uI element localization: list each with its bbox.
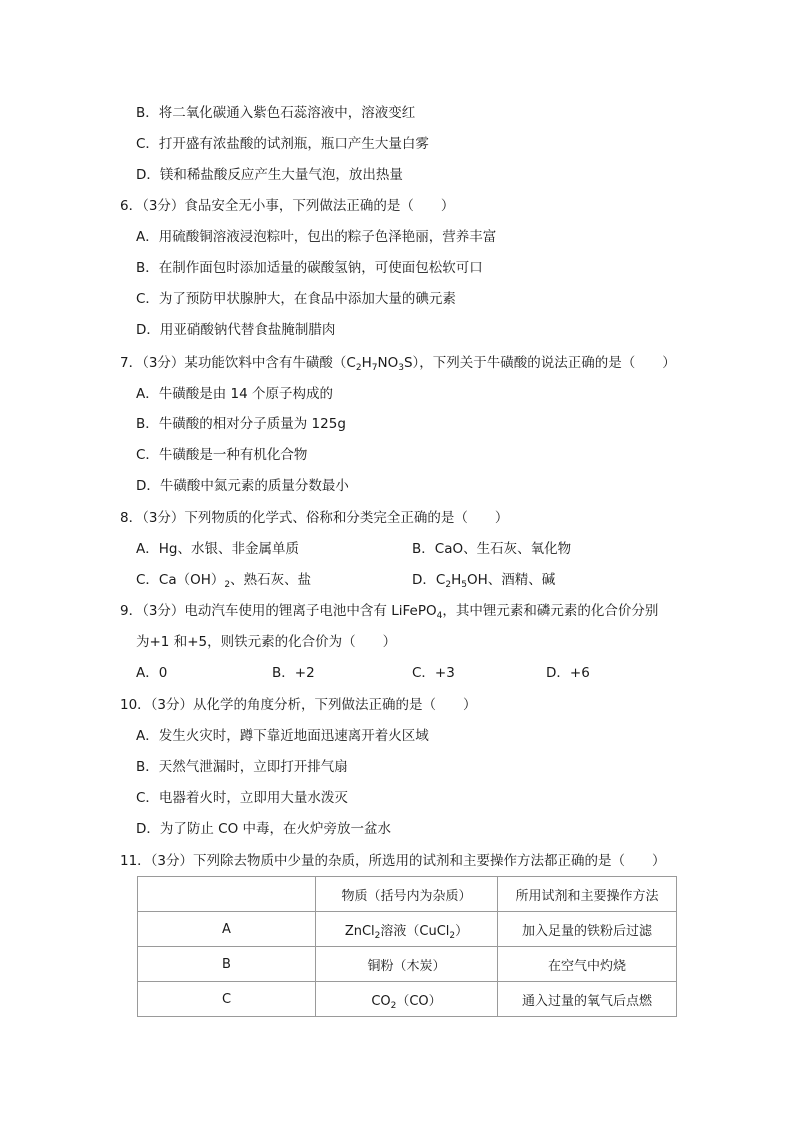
row-label: A [138, 912, 316, 947]
q7-option-b: B．牛磺酸的相对分子质量为 125g [136, 416, 346, 432]
q8-option-c-pre: C．Ca（OH） [136, 572, 225, 588]
q8-option-d [412, 570, 555, 590]
table-header-cell: 所用试剂和主要操作方法 [498, 877, 677, 912]
q7-stem-post: S），下列关于牛磺酸的说法正确的是（ ） [403, 355, 676, 371]
formula-sub: 2 [374, 930, 381, 941]
row-method: 加入足量的铁粉后过滤 [498, 912, 677, 947]
formula-sub: 2 [390, 1000, 397, 1011]
q7-formula-part: H [361, 355, 372, 371]
q7-formula-part: NO [377, 355, 399, 371]
q10-option-c: C．电器着火时，立即用大量水泼灭 [136, 790, 348, 806]
formula-part: （CO） [396, 993, 442, 1009]
table-header-cell: 物质（括号内为杂质） [316, 877, 498, 912]
row-method: 通入过量的氧气后点燃 [498, 982, 677, 1017]
q8-option-c [136, 570, 311, 590]
q8-option-b: B．CaO、生石灰、氧化物 [412, 541, 572, 557]
q10-stem: 10．（3分）从化学的角度分析，下列做法正确的是（ ） [120, 697, 477, 713]
q8-option-a: A．Hg、水银、非金属单质 [136, 541, 299, 557]
row-label: C [138, 982, 316, 1017]
q7-option-a: A．牛磺酸是由 14 个原子构成的 [136, 386, 333, 402]
table-row [138, 912, 677, 947]
q8-option-d-mid: H [451, 572, 462, 588]
q7-stem-pre: 7．（3分）某功能饮料中含有牛磺酸（C [120, 355, 356, 371]
row-label: B [138, 947, 316, 982]
table-header-row [138, 877, 677, 912]
row-method: 在空气中灼烧 [498, 947, 677, 982]
q9-stem-post: ，其中锂元素和磷元素的化合价分别 [442, 603, 659, 619]
q7-option-d: D．牛磺酸中氮元素的质量分数最小 [136, 478, 349, 494]
q9-option-c: C．+3 [412, 665, 455, 681]
q8-option-d-pre: D．C [412, 572, 446, 588]
q6-option-b: B．在制作面包时添加适量的碳酸氢钠，可使面包松软可口 [136, 260, 483, 276]
q7-stem [120, 353, 676, 373]
q5-option-b: B．将二氧化碳通入紫色石蕊溶液中，溶液变红 [136, 105, 416, 121]
q7-option-c: C．牛磺酸是一种有机化合物 [136, 447, 308, 463]
q8-option-d-post: OH、酒精、碱 [466, 572, 556, 588]
q9-stem-pre: 9．（3分）电动汽车使用的锂离子电池中含有 LiFePO [120, 603, 437, 619]
q6-option-c: C．为了预防甲状腺肿大，在食品中添加大量的碘元素 [136, 291, 456, 307]
q9-stem [120, 601, 658, 621]
q7-formula-sub: 2 [355, 363, 362, 373]
q9-stem-sub: 4 [436, 611, 443, 621]
table-header-cell [138, 877, 316, 912]
row-substance: 铜粉（木炭） [316, 947, 498, 982]
formula-part: 溶液（CuCl [380, 923, 450, 939]
q8-option-d-sub: 5 [461, 580, 467, 590]
q6-option-a: A．用硫酸铜溶液浸泡粽叶，包出的粽子色泽艳丽，营养丰富 [136, 229, 497, 245]
q8-option-c-sub: 2 [224, 580, 231, 590]
formula-part: ZnCl [344, 923, 375, 939]
formula-part: CO [371, 993, 391, 1009]
q9-option-b: B．+2 [272, 665, 315, 681]
q5-option-c: C．打开盛有浓盐酸的试剂瓶，瓶口产生大量白雾 [136, 136, 429, 152]
q9-stem-line2: 为+1 和+5，则铁元素的化合价为（ ） [136, 634, 397, 650]
q9-option-a: A．0 [136, 665, 168, 681]
q6-option-d: D．用亚硝酸钠代替食盐腌制腊肉 [136, 322, 336, 338]
q7-formula-sub: 3 [398, 363, 404, 373]
q8-option-c-post: 、熟石灰、盐 [230, 572, 312, 588]
q11-table [137, 876, 677, 1017]
q9-option-d: D．+6 [546, 665, 590, 681]
q11-stem: 11．（3分）下列除去物质中少量的杂质，所选用的试剂和主要操作方法都正确的是（ ） [120, 853, 666, 869]
q10-option-a: A．发生火灾时，蹲下靠近地面迅速离开着火区域 [136, 728, 429, 744]
q10-option-d: D．为了防止 CO 中毒，在火炉旁放一盆水 [136, 821, 392, 837]
formula-part: ） [455, 923, 469, 939]
row-substance [316, 912, 498, 947]
q5-option-d: D．镁和稀盐酸反应产生大量气泡，放出热量 [136, 167, 403, 183]
formula-sub: 2 [449, 930, 456, 941]
q8-option-d-sub: 2 [445, 580, 452, 590]
table-row [138, 947, 677, 982]
row-substance [316, 982, 498, 1017]
q8-stem: 8．（3分）下列物质的化学式、俗称和分类完全正确的是（ ） [120, 510, 509, 526]
table-row [138, 982, 677, 1017]
q10-option-b: B．天然气泄漏时，立即打开排气扇 [136, 759, 348, 775]
q7-formula-sub: 7 [371, 363, 378, 373]
q6-stem: 6．（3分）食品安全无小事，下列做法正确的是（ ） [120, 198, 455, 214]
